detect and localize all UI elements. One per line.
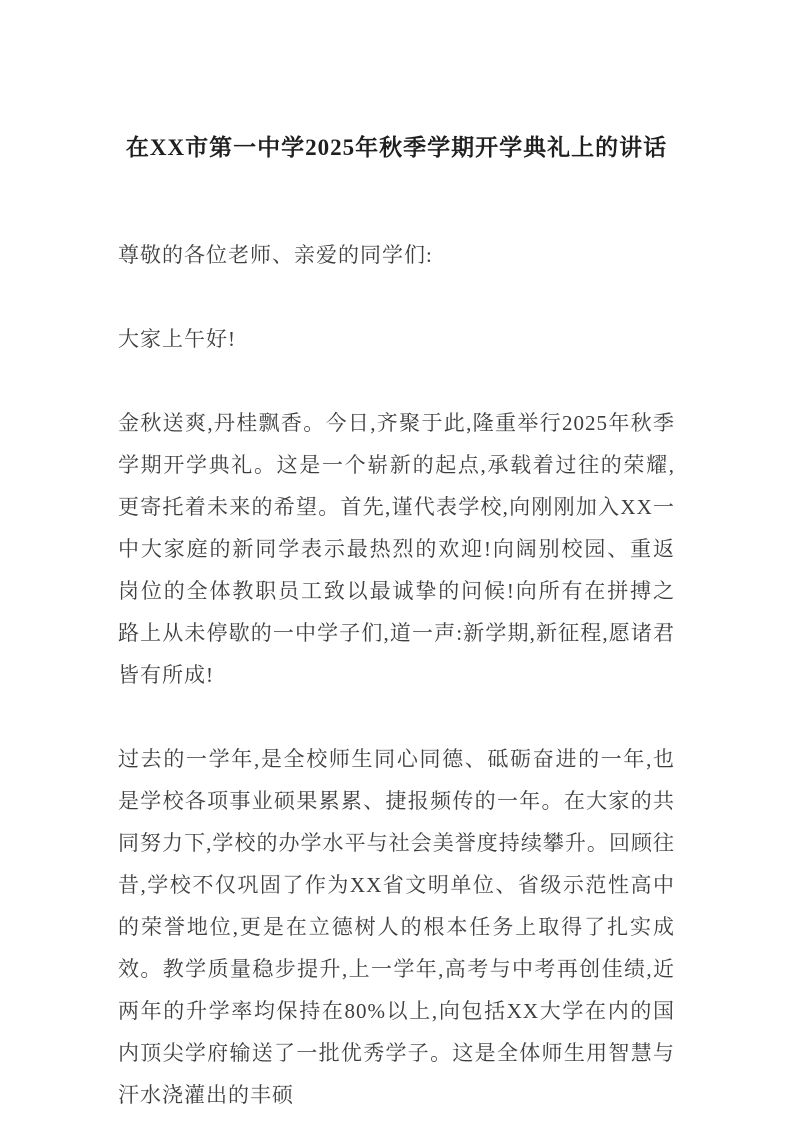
greeting-line: 大家上午好! [118, 327, 236, 351]
body-paragraph-opening: 金秋送爽,丹桂飘香。今日,齐聚于此,隆重举行2025年秋季学期开学典礼。这是一个崭新的起点,承载着过往的荣耀,更寄托着未来的希望。首先,谨代表学校,向刚刚加入XX一中大家庭的新同学表示最热烈的欢迎!向阔别校园、重返岗位的全体教职员工致以最诚挚的问候!向所有在拼搏之路上从未停歇的一中学子们,道一声:新学期,新征程,愿诸君皆有所成! [118, 411, 675, 687]
salutation-line: 尊敬的各位老师、亲爱的同学们: [118, 243, 433, 267]
body-paragraph-review: 过去的一学年,是全校师生同心同德、砥砺奋进的一年,也是学校各项事业硕果累累、捷报频传的一年。在大家的共同努力下,学校的办学水平与社会美誉度持续攀升。回顾往昔,学校不仅巩固了作为XX省文明单位、省级示范性高中的荣誉地位,更是在立德树人的根本任务上取得了扎实成效。教学质量稳步提升,上一学年,高考与中考再创佳绩,近两年的升学率均保持在80%以上,向包括XX大学在内的国内顶尖学府输送了一批优秀学子。这是全体师生用智慧与汗水浇灌出的丰硕 [118, 747, 675, 1107]
document-title: 在XX市第一中学2025年秋季学期开学典礼上的讲话 [125, 135, 668, 160]
